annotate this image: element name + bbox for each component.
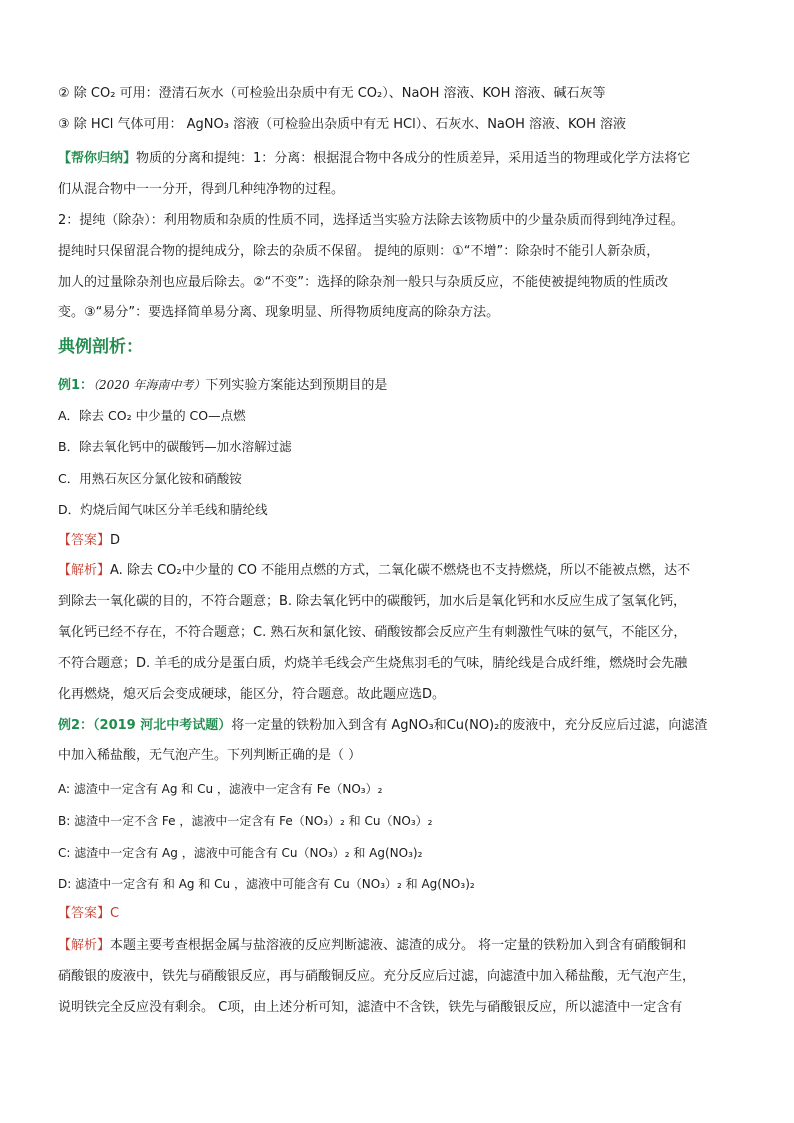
example-2-option-a: A: 滤渣中一定含有 Ag 和 Cu ，滤液中一定含有 Fe（NO₃）₂ [58, 782, 383, 796]
example-1-analysis-line-4: 不符合题意；D. 羊毛的成分是蛋白质，灼烧羊毛线会产生烧焦羽毛的气味，腈纶线是合成纤维，燃烧时会先融 [58, 656, 688, 671]
example-1-option-b: B．除去氧化钙中的碳酸钙—加水溶解过滤 [58, 439, 292, 454]
example-2-analysis-line-2: 硝酸银的废液中，铁先与硝酸银反应，再与硝酸铜反应。充分反应后过滤，向滤渣中加入稀盐酸，无气泡产生， [58, 969, 696, 984]
example-1-tag: 例1： [58, 378, 94, 393]
section-title: 典例剖析： [58, 337, 143, 357]
example-1-answer [58, 531, 748, 551]
example-1-source: （2020 年海南中考） [93, 378, 206, 392]
example-1-analysis-line-3: 氧化钙已经不存在，不符合题意；C. 熟石灰和氯化铵、硝酸铵都会反应产生有刺激性气味的氨气，不能区分， [58, 625, 687, 640]
answer-tag: 【答案】 [58, 533, 111, 548]
analysis-tag-2: 【解析】 [58, 938, 111, 953]
help-summary-line-4: 提纯时只保留混合物的提纯成分，除去的杂质不保留。 提纯的原则：①“不增”：除杂时不能引人新杂质， [58, 244, 660, 259]
help-summary-line-5: 加人的过量除杂剂也应最后除去。②“不变”：选择的除杂剂一般只与杂质反应，不能使被提纯物质的性质改 [58, 275, 669, 290]
example-1-answer-value: D [110, 533, 121, 548]
help-summary-line-2: 们从混合物中一一分开，得到几种纯净物的过程。 [58, 182, 345, 197]
example-2-question-line-2: 中加入稀盐酸，无气泡产生。下列判断正确的是（ ） [58, 748, 362, 763]
example-2-analysis-line-3: 说明铁完全反应没有剩余。 C项，由上述分析可知，滤渣中不含铁，铁先与硝酸银反应，所以滤渣中一定含有 [58, 1000, 683, 1015]
help-summary-line-1 [58, 149, 748, 169]
example-2-stem: 将一定量的铁粉加入到含有 AgNO₃和Cu(NO)₂的废液中，充分反应后过滤，向滤渣 [231, 718, 708, 733]
example-2-answer [58, 904, 748, 924]
example-2-option-b: B: 滤渣中一定不含 Fe ，滤液中一定含有 Fe（NO₃）₂ 和 Cu（NO₃）₂ [58, 814, 433, 828]
example-2-question-line-1 [58, 716, 748, 736]
example-1-analysis-line-5: 化再燃烧，熄灭后会变成硬球，能区分，符合题意。故此题应选D。 [58, 687, 446, 702]
line-remove-hcl: ③ 除 HCl 气体可用： AgNO₃ 溶液（可检验出杂质中有无 HCl）、石灰水、NaOH 溶液、KOH 溶液 [58, 117, 626, 132]
example-1-option-c: C．用熟石灰区分氯化铵和硝酸铵 [58, 471, 242, 486]
example-1-question [58, 375, 748, 396]
example-2-option-d: D: 滤渣中一定含有 和 Ag 和 Cu ，滤液中可能含有 Cu（NO₃）₂ 和 Ag(NO₃)₂ [58, 877, 475, 891]
example-1-stem: 下列实验方案能达到预期目的是 [205, 378, 388, 393]
example-2-answer-value: C [110, 906, 120, 921]
help-summary-line-3: 2：提纯（除杂）：利用物质和杂质的性质不同，选择适当实验方法除去该物质中的少量杂质而得到纯净过程。 [58, 213, 684, 228]
line-remove-co2: ② 除 CO₂ 可用：澄清石灰水（可检验出杂质中有无 CO₂）、NaOH 溶液、KOH 溶液、碱石灰等 [58, 86, 606, 101]
example-2-analysis-text: 本题主要考查根据金属与盐溶液的反应判断滤液、滤渣的成分。 将一定量的铁粉加入到含有硝酸铜和 [110, 938, 687, 953]
example-1-option-d: D．灼烧后闻气味区分羊毛线和腈纶线 [58, 502, 268, 517]
help-summary-line-6: 变。③“易分”：要选择简单易分离、现象明显、所得物质纯度高的除杂方法。 [58, 305, 500, 320]
answer-tag-2: 【答案】 [58, 906, 111, 921]
example-2-option-c: C: 滤渣中一定含有 Ag ，滤液中可能含有 Cu（NO₃）₂ 和 Ag(NO₃)₂ [58, 846, 423, 860]
example-1-analysis-text: A. 除去 CO₂中少量的 CO 不能用点燃的方式，二氧化碳不燃烧也不支持燃烧，所以不能被点燃，达不 [110, 563, 691, 578]
help-summary-text: 物质的分离和提纯：1：分离：根据混合物中各成分的性质差异，采用适当的物理或化学方法将它 [136, 151, 691, 166]
example-1-option-a: A．除去 CO₂ 中少量的 CO—点燃 [58, 408, 246, 423]
example-1-analysis-line-2: 到除去一氧化碳的目的，不符合题意；B. 除去氧化钙中的碳酸钙，加水后是氧化钙和水反应生成了氢氧化钙， [58, 594, 687, 609]
example-1-analysis-line-1 [58, 561, 748, 581]
help-summary-tag: 【帮你归纳】 [58, 151, 137, 166]
analysis-tag: 【解析】 [58, 563, 111, 578]
example-2-tag: 例2：（2019 河北中考试题） [58, 718, 232, 733]
example-2-analysis-line-1 [58, 936, 748, 956]
